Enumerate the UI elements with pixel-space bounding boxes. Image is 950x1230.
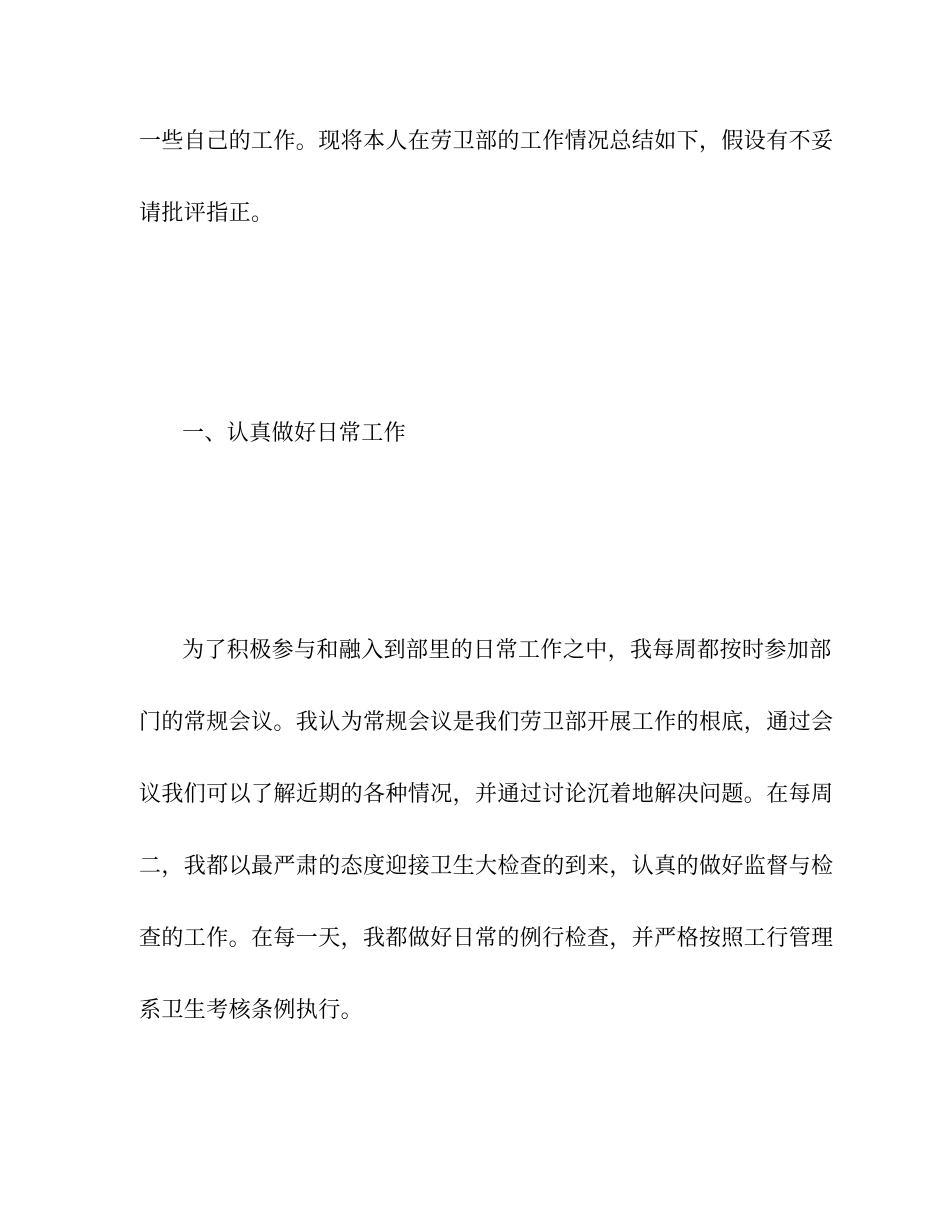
paragraph-line: 查的工作。在每一天，我都做好日常的例行检查，并严格按照工行管理: [139, 926, 834, 951]
paragraph-line: 为了积极参与和融入到部里的日常工作之中，我每周都按时参加部: [182, 638, 832, 663]
paragraph-line: 议我们可以了解近期的各种情况，并通过讨论沉着地解决问题。在每周: [139, 782, 834, 807]
paragraph-line: 二，我都以最严肃的态度迎接卫生大检查的到来，认真的做好监督与检: [139, 854, 834, 879]
section-heading: 一、认真做好日常工作: [182, 421, 407, 446]
intro-line: 一些自己的工作。现将本人在劳卫部的工作情况总结如下，假设有不妥: [139, 129, 834, 154]
paragraph-line: 门的常规会议。我认为常规会议是我们劳卫部开展工作的根底，通过会: [139, 710, 834, 735]
intro-line: 请批评指正。: [139, 201, 274, 226]
paragraph-line: 系卫生考核条例执行。: [139, 998, 364, 1023]
